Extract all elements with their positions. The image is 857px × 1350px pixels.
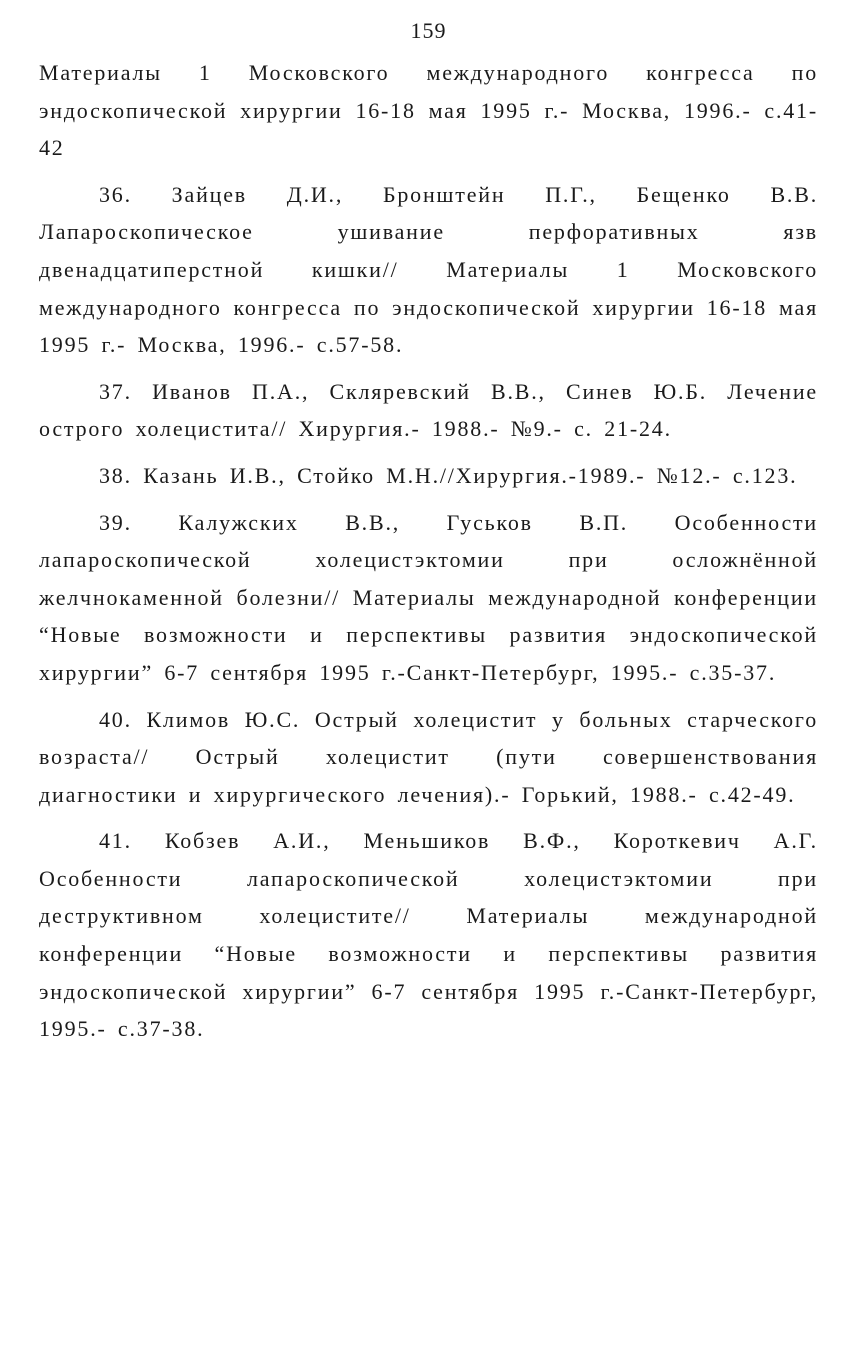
- reference-38: 38. Казань И.В., Стойко М.Н.//Хирургия.-1989.- №12.- с.123.: [99, 462, 798, 488]
- reference-37: 37. Иванов П.А., Скляревский В.В., Синев Ю.Б. Лечение острого холецистита// Хирургия.- 1988.- №9.- с. 21-24.: [39, 378, 818, 442]
- page-number: 159: [410, 18, 447, 43]
- reference-39: 39. Калужских В.В., Гуськов В.П. Особенности лапароскопической холецистэктомии при осложнённой желчнокаменной болезни// Материалы международной конференции “Новые возможности и перспективы развития эндоскопической хирургии” 6-7 сентября 1995 г.-Санкт-Петербург, 1995.- с.35-37.: [39, 509, 818, 685]
- reference-40: 40. Климов Ю.С. Острый холецистит у больных старческого возраста// Острый холецистит (пути совершенствования диагностики и хирургического лечения).- Горький, 1988.- с.42-49.: [39, 706, 818, 807]
- reference-35-continued: Материалы 1 Московского международного конгресса по эндоскопической хирургии 16-18 мая 1995 г.- Москва, 1996.- с.41-42: [39, 60, 818, 161]
- reference-list: [39, 54, 818, 1048]
- reference-36: 36. Зайцев Д.И., Бронштейн П.Г., Бещенко В.В. Лапароскопическое ушивание перфоративных язв двенадцатиперстной кишки// Материалы 1 Московского международного конгресса по эндоскопической хирургии 16-18 мая 1995 г.- Москва, 1996.- с.57-58.: [39, 181, 818, 358]
- reference-41: 41. Кобзев А.И., Меньшиков В.Ф., Короткевич А.Г. Особенности лапароскопической холецистэктомии при деструктивном холецистите// Материалы международной конференции “Новые возможности и перспективы развития эндоскопической хирургии” 6-7 сентября 1995 г.-Санкт-Петербург, 1995.- с.37-38.: [39, 828, 818, 1042]
